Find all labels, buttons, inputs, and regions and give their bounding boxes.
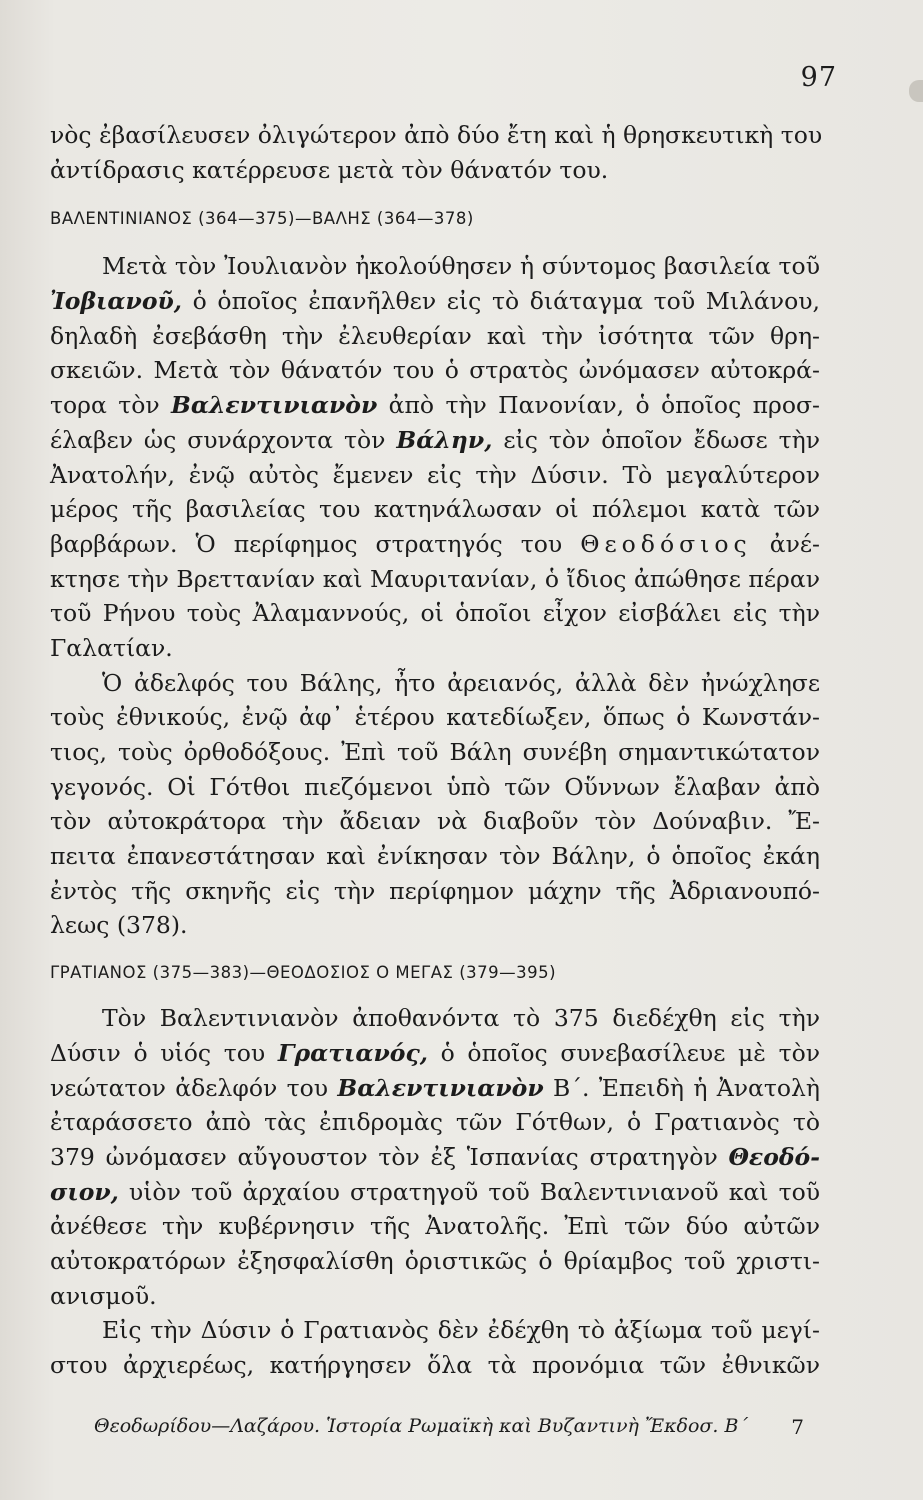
text-line: λεως (378).: [50, 911, 188, 940]
text-line: τοὺς ἐθνικούς, ἐνῷ ἀφ᾽ ἑτέρου κατεδίωξεν, ὅπως ὁ Κωνστάν-: [50, 703, 820, 732]
text-line: νὸς ἐβασίλευσεν ὀλιγώτερον ἀπὸ δύο ἔτη καὶ ἡ θρησκευτικὴ του: [50, 121, 823, 149]
text-line: Ἀνατολήν, ἐνῷ αὐτὸς ἔμενεν εἰς τὴν Δύσιν. Τὸ μεγαλύτερον: [50, 460, 820, 489]
text-line: τιος, τοὺς ὀρθοδόξους. Ἐπὶ τοῦ Βάλη συνέβη σημαντικώτατον: [50, 738, 820, 766]
page-edge-mark: [909, 80, 923, 102]
name-theodosius: Θεοδό-: [728, 1142, 820, 1171]
name-valentinian-ii: Βαλεντινιανὸν: [337, 1073, 544, 1102]
footer-citation: Θεοδωρίδου—Λαζάρου. Ἱστορία Ρωμαϊκὴ καὶ Βυζαντινὴ Ἔκδοσ. Β΄: [94, 1415, 748, 1437]
name-valens: Βάλην,: [396, 425, 493, 454]
text-line: Ὁ ἀδελφός του Βάλης, ἦτο ἀρειανός, ἀλλὰ δὲν ἠνώχλησε: [102, 668, 820, 697]
text-line: δηλαδὴ ἐσεβάσθη τὴν ἐλευθερίαν καὶ τὴν ἰσότητα τῶν θρη-: [50, 321, 820, 350]
text-line: ἐταράσσετο ἀπὸ τὰς ἐπιδρομὰς τῶν Γότθων, ὁ Γρατιανὸς τὸ: [50, 1108, 820, 1137]
text-line: στου ἀρχιερέως, κατήργησεν ὅλα τὰ προνόμια τῶν ἐθνικῶν: [50, 1351, 820, 1379]
text-line: τοῦ Ρήνου τοὺς Ἀλαμαννούς, οἱ ὁποῖοι εἶχον εἰσβάλει εἰς τὴν: [50, 599, 820, 628]
name-jovian: Ἰοβιανοῦ,: [50, 287, 182, 316]
text-line: Ἰοβιανοῦ, ὁ ὁποῖος ἐπανῆλθεν εἰς τὸ διάταγμα τοῦ Μιλάνου,: [50, 287, 820, 316]
text-line: έλαβεν ὡς συνάρχοντα τὸν Βάλην, εἰς τὸν ὁποῖον ἔδωσε τὴν: [50, 425, 820, 454]
text-line: 379 ὠνόμασεν αὔγουστον τὸν ἐξ Ἱσπανίας στρατηγὸν Θεοδό-: [50, 1142, 820, 1171]
text-line: μέρος τῆς βασιλείας του κατηνάλωσαν οἱ πόλεμοι κατὰ τῶν: [50, 495, 820, 524]
name-theodosius-cont: σιον,: [50, 1177, 119, 1206]
section-heading-valentinian: ΒΑΛΕΝΤΙΝΙΑΝΟΣ (364—375)—ΒΑΛΗΣ (364—378): [50, 209, 474, 229]
text-line: ἐντὸς τῆς σκηνῆς εἰς τὴν περίφημον μάχην τῆς Ἀδριανουπό-: [50, 876, 820, 905]
text-line: βαρβάρων. Ὁ περίφημος στρατηγός του Θεοδόσιος ἀνέ-: [50, 529, 820, 558]
text-line: σκειῶν. Μετὰ τὸν θάνατόν του ὁ στρατὸς ὠνόμασεν αὐτοκρά-: [50, 356, 820, 385]
text-line: ἀνέθεσε τὴν κυβέρνησιν τῆς Ἀνατολῆς. Ἐπὶ τῶν δύο αὐτῶν: [50, 1212, 820, 1241]
text-line: νεώτατον ἀδελφόν του Βαλεντινιανὸν Β΄. Ἐπειδὴ ἡ Ἀνατολὴ: [50, 1073, 820, 1102]
page-number: 97: [800, 62, 837, 93]
text-line: τορα τὸν Βαλεντινιανὸν ἀπὸ τὴν Πανονίαν, ὁ ὁποῖος προσ-: [50, 391, 820, 420]
text-line: αὐτοκρατόρων ἐξησφαλίσθη ὁριστικῶς ὁ θρίαμβος τοῦ χριστι-: [50, 1246, 820, 1275]
section-heading-gratian: ΓΡΑΤΙΑΝΟΣ (375—383)—ΘΕΟΔΟΣΙΟΣ Ο ΜΕΓΑΣ (379—395): [50, 963, 557, 983]
text-line: πειτα ἐπανεστάτησαν καὶ ἐνίκησαν τὸν Βάλην, ὁ ὁποῖος ἐκάη: [50, 842, 820, 871]
text-line: σιον, υἱὸν τοῦ ἀρχαίου στρατηγοῦ τοῦ Βαλεντινιανοῦ καὶ τοῦ: [50, 1177, 820, 1206]
text-line: Τὸν Βαλεντινιανὸν ἀποθανόντα τὸ 375 διεδέχθη εἰς τὴν: [102, 1004, 820, 1033]
name-theodosius-spaced: Θεοδόσιος: [580, 529, 752, 558]
text-line: γεγονός. Οἱ Γότθοι πιεζόμενοι ὑπὸ τῶν Οὕννων ἔλαβαν ἀπὸ: [50, 772, 820, 801]
text-line: Δύσιν ὁ υἱός του Γρατιανός, ὁ ὁποῖος συνεβασίλευε μὲ τὸν: [50, 1038, 821, 1067]
name-valentinian: Βαλεντινιανὸν: [171, 391, 378, 420]
text-line: ἀντίδρασις κατέρρευσε μετὰ τὸν θάνατόν του.: [50, 155, 609, 184]
signature-mark: 7: [791, 1415, 804, 1439]
name-gratian: Γρατιανός,: [277, 1038, 428, 1067]
text-line: ανισμοῦ.: [50, 1281, 157, 1310]
page-footer: [94, 1415, 804, 1439]
text-line: τὸν αὐτοκράτορα τὴν ἄδειαν νὰ διαβοῦν τὸν Δούναβιν. Ἔ-: [50, 807, 820, 836]
text-line: Μετὰ τὸν Ἰουλιανὸν ἠκολούθησεν ἡ σύντομος βασιλεία τοῦ: [102, 252, 820, 281]
page-body: [50, 118, 823, 1383]
text-line: Εἰς τὴν Δύσιν ὁ Γρατιανὸς δὲν ἐδέχθη τὸ ἀξίωμα τοῦ μεγί-: [102, 1316, 820, 1345]
text-line: κτησε τὴν Βρεττανίαν καὶ Μαυριτανίαν, ὁ ἴδιος ἀπώθησε πέραν: [50, 564, 820, 593]
text-line: Γαλατίαν.: [50, 633, 173, 662]
